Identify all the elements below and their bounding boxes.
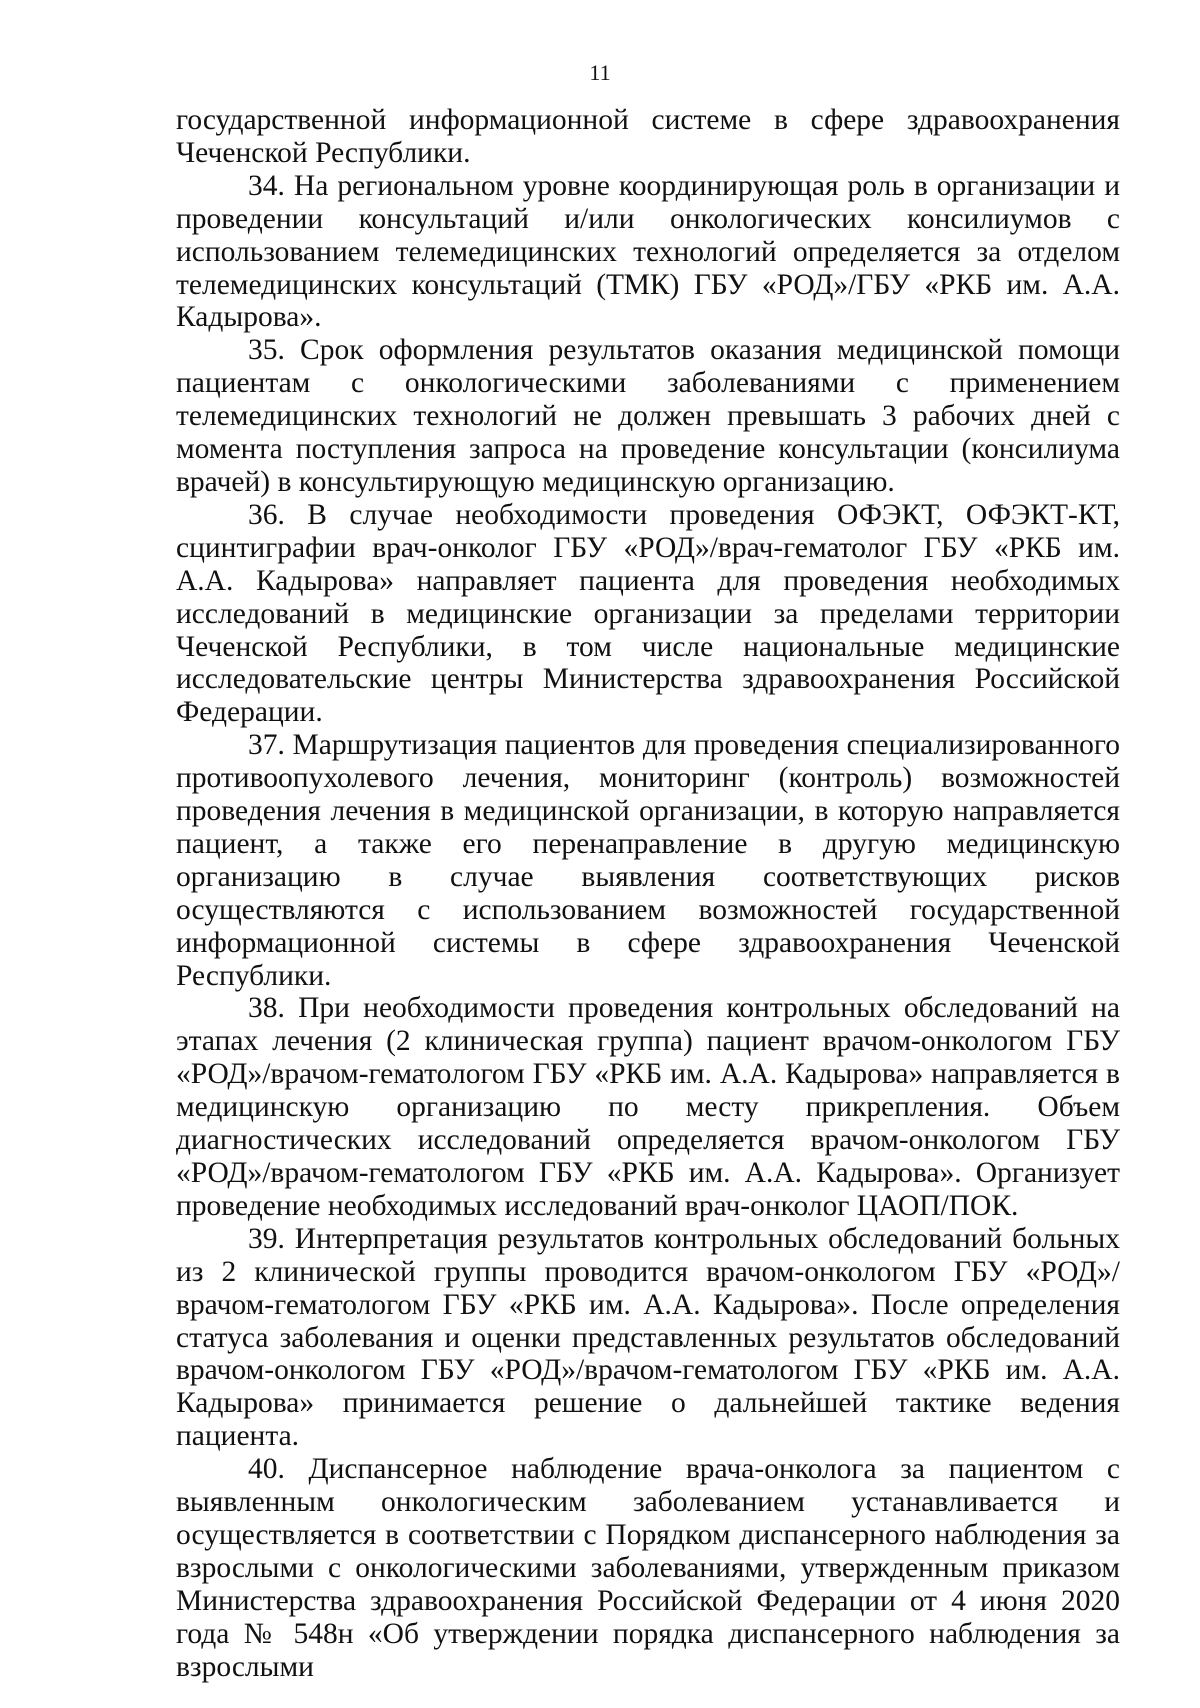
body-text: [176, 104, 1120, 1684]
paragraph-continuation: государственной информационной системе в сфере здравоохранения Чеченской Республики.: [176, 104, 1120, 169]
paragraph-34: 34. На региональном уровне координирующая роль в организации и проведении консультаций и/или онкологических консилиумов с использованием телемедицинских технологий определяется за отделом телемедицинских консультаций (ТМК) ГБУ «РОД»/ГБУ «РКБ им. А.А. Кадырова».: [176, 169, 1120, 334]
page-number: 11: [589, 60, 611, 85]
paragraph-40: 40. Диспансерное наблюдение врача-онколога за пациентом с выявленным онкологическим заболеванием устанавливается и осуществляется в соответствии с Порядком диспансерного наблюдения за взрослыми с онкологическими заболеваниями, утвержденным приказом Министерства здравоохранения Российской Федерации от 4 июня 2020 года № 548н «Об утверждении порядка диспансерного наблюдения за взрослыми: [176, 1453, 1120, 1683]
paragraph-39: 39. Интерпретация результатов контрольных обследований больных из 2 клинической группы проводится врачом-онкологом ГБУ «РОД»/врачом-гематологом ГБУ «РКБ им. А.А. Кадырова». После определения статуса заболевания и оценки представленных результатов обследований врачом-онкологом ГБУ «РОД»/врачом-гематологом ГБУ «РКБ им. А.А. Кадырова» принимается решение о дальнейшей тактике ведения пациента.: [176, 1222, 1120, 1453]
paragraph-37: 37. Маршрутизация пациентов для проведения специализированного противоопухолевого лечения, мониторинг (контроль) возможностей проведения лечения в медицинской организации, в которую направляется пациент, а также его перенаправление в другую медицинскую организацию в случае выявления соответствующих рисков осуществляются с использованием возможностей государственной информационной системы в сфере здравоохранения Чеченской Республики.: [176, 729, 1120, 992]
paragraph-38: 38. При необходимости проведения контрольных обследований на этапах лечения (2 клиническая группа) пациент врачом-онкологом ГБУ «РОД»/врачом-гематологом ГБУ «РКБ им. А.А. Кадырова» направляется в медицинскую организацию по месту прикрепления. Объем диагностических исследований определяется врачом-онкологом ГБУ «РОД»/врачом-гематологом ГБУ «РКБ им. А.А. Кадырова». Организует проведение необходимых исследований врач-онколог ЦАОП/ПОК.: [176, 992, 1120, 1222]
paragraph-35: 35. Срок оформления результатов оказания медицинской помощи пациентам с онкологическими заболеваниями с применением телемедицинских технологий не должен превышать 3 рабочих дней с момента поступления запроса на проведение консультации (консилиума врачей) в консультирующую медицинскую организацию.: [176, 334, 1120, 498]
paragraph-36: 36. В случае необходимости проведения ОФЭКТ, ОФЭКТ-КТ, сцинтиграфии врач-онколог ГБУ «РОД»/врач-гематолог ГБУ «РКБ им. А.А. Кадырова» направляет пациента для проведения необходимых исследований в медицинские организации за пределами территории Чеченской Республики, в том числе национальные медицинские исследовательские центры Министерства здравоохранения Российской Федерации.: [176, 498, 1120, 729]
